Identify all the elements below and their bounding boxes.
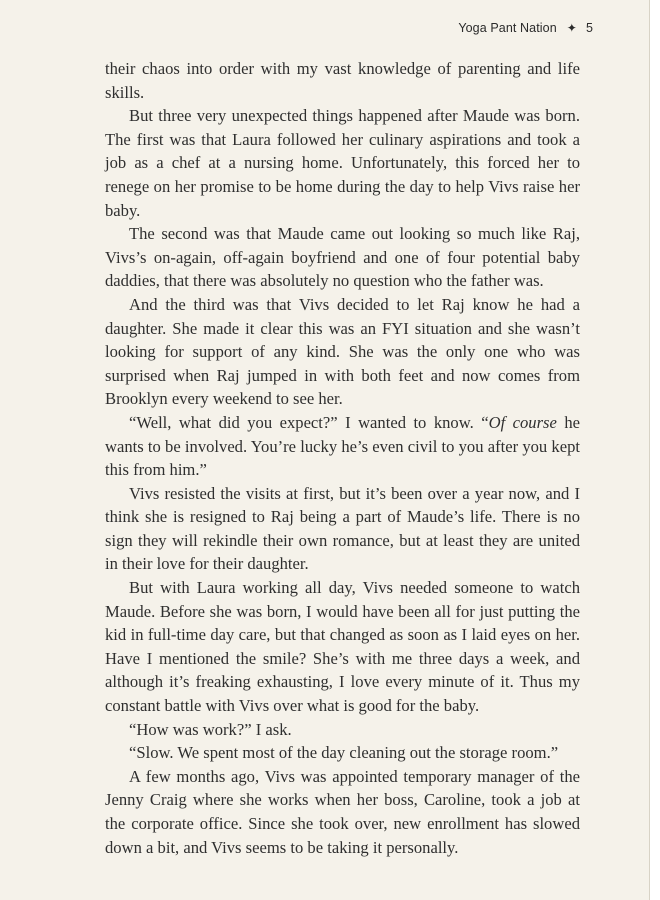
text-run: he wants to be involved. You’re lucky he’s even civil to you after you kept this from him.” — [105, 412, 581, 480]
paragraph: Vivs resisted the visits at first, but it’s been over a year now, and I think she is resigned to Raj being a part of Maude’s life. There is no sign they will rekindle their own romance, but at least they are united in their love for their daughter. — [105, 483, 580, 574]
paragraph-dialogue: “Slow. We spent most of the day cleaning out the storage room.” — [129, 743, 559, 763]
paragraph-dialogue — [105, 411, 580, 482]
page-number: 5 — [585, 21, 593, 35]
separator-ornament: ✦ — [566, 21, 577, 35]
paragraph: But three very unexpected things happened after Maude was born. The first was that Laura followed her culinary aspirations and took a job as a chef at a nursing home. Unfortunately, this forced her to renege on her promise to be home during the day to help Vivs raise her baby. — [105, 106, 580, 220]
paragraph-dialogue: “How was work?” I ask. — [129, 719, 292, 739]
text-run: “Well, what did you expect?” I wanted to know. “ — [129, 412, 489, 432]
paragraph: And the third was that Vivs decided to let Raj know he had a daughter. She made it clear this was an FYI situation and she wasn’t looking for support of any kind. She was the only one who was surprised when Raj jumped in with both feet and now comes from Brooklyn every weekend to see her. — [105, 294, 580, 409]
italic-emphasis: Of course — [488, 412, 557, 432]
paragraph: A few months ago, Vivs was appointed temporary manager of the Jenny Craig where she works when her boss, Caroline, took a job at the corporate office. Since she took over, new enrollment has slowed down a bit, and Vivs seems to be taking it personally. — [105, 766, 580, 857]
running-head — [458, 21, 593, 35]
paragraph: But with Laura working all day, Vivs needed someone to watch Maude. Before she was born, I would have been all for just putting the kid in full-time day care, but that changed as soon as I laid eyes on her. Have I mentioned the smile? She’s with me three days a week, and although it’s freaking exhausting, I love every minute of it. Thus my constant battle with Vivs over what is good for the baby. — [105, 578, 580, 716]
paragraph: The second was that Maude came out looking so much like Raj, Vivs’s on-again, off-again boyfriend and one of four potential baby daddies, that there was absolutely no question who the father was. — [105, 224, 580, 291]
book-title: Yoga Pant Nation — [458, 21, 557, 35]
body-text — [105, 57, 580, 859]
paragraph-continuation: their chaos into order with my vast knowledge of parenting and life skills. — [105, 59, 580, 102]
